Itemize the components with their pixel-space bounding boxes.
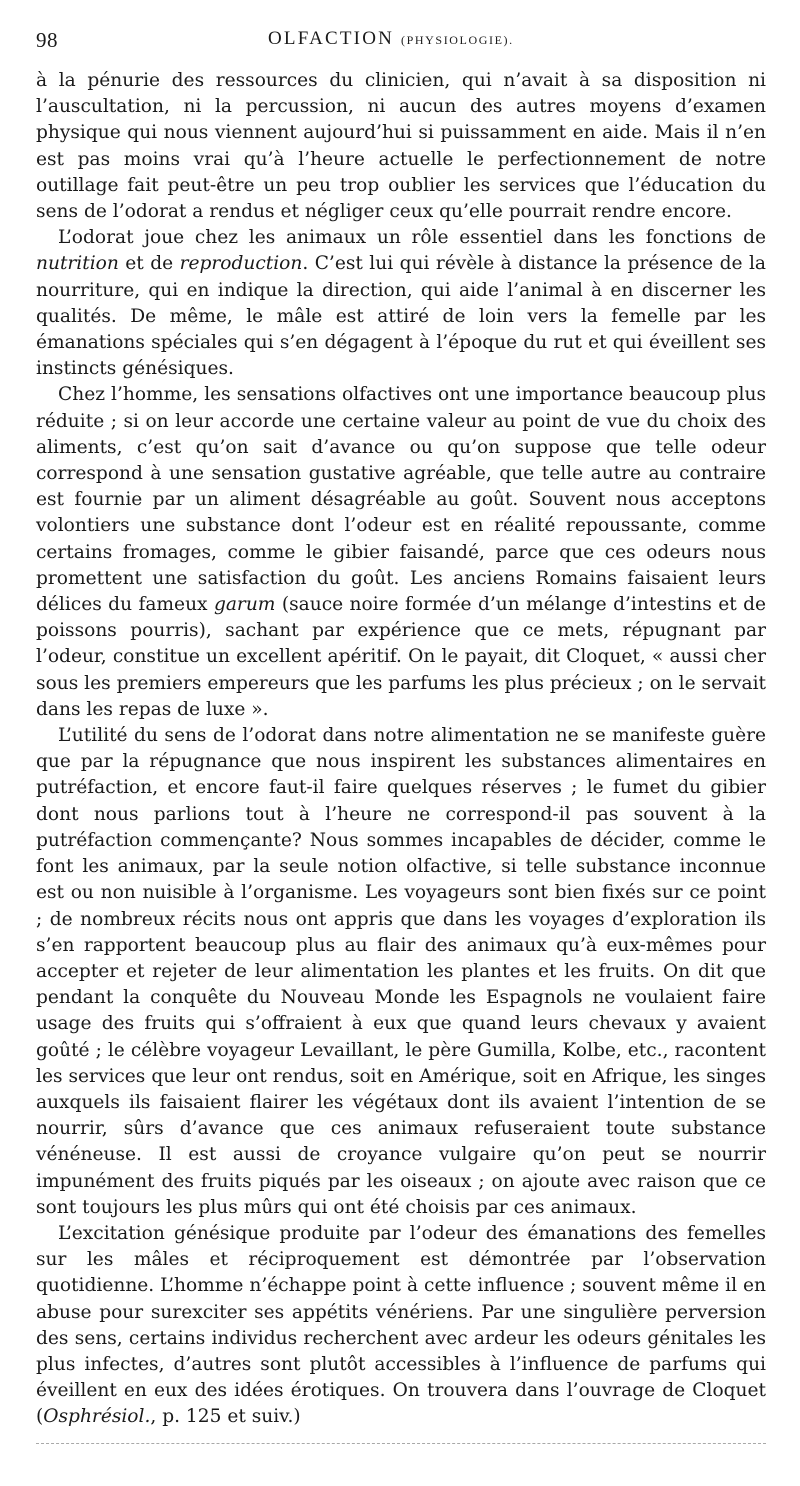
running-head bbox=[36, 28, 766, 58]
paragraph-chez-homme bbox=[36, 382, 766, 723]
paragraph-text: et de bbox=[118, 253, 180, 275]
paragraph-text: . C’est lui qui révèle à distance la présence de la nourriture, qui en indique la direction, qui aide l’animal à en discerner les qualités. De même, le mâle est attiré de loin vers la femelle par les émanations spéciales qui s’en dégagent à l’époque du rut et qui éveillent ses instincts génésiques. bbox=[36, 253, 766, 380]
running-title-main: OLFACTION bbox=[268, 28, 395, 49]
paragraph-continuation: à la pénurie des ressources du clinicien, qui n’avait à sa disposition ni l’auscultation, ni la percussion, ni aucun des autres moyens d’examen physique qui nous viennent aujourd’hui si puissamment en aide. Mais il n’en est pas moins vrai qu’à l’heure actuelle le perfectionnement de notre outillage fait peut-être un peu trop oublier les services que l’éducation du sens de l’odorat a rendus et négliger ceux qu’elle pourrait rendre encore. bbox=[36, 70, 766, 223]
footer-dotted-rule bbox=[36, 1443, 766, 1444]
paragraph-text: , p. 125 et suiv.) bbox=[150, 1406, 301, 1428]
paragraph-text: L’excitation génésique produite par l’odeur des émanations des femelles sur les mâles et réciproquement est démontrée par l’observation quotidienne. L’homme n’échappe point à cette influence ; souvent même il en abuse pour surexciter ses appétits vénériens. Par une singulière perversion des sens, certains individus recherchent avec ardeur les odeurs génitales les plus infectes, d’autres sont plutôt accessibles à l’influence de parfums qui éveillent en eux des idées érotiques. On trouvera dans l’ouvrage de Cloquet ( bbox=[36, 1222, 766, 1428]
italic-term-garum: garum bbox=[213, 594, 276, 616]
italic-term-reproduction: reproduction bbox=[179, 253, 303, 275]
running-title-subtitle: (PHYSIOLOGIE). bbox=[401, 33, 514, 47]
italic-term-nutrition: nutrition bbox=[36, 253, 119, 275]
body-text bbox=[36, 68, 766, 1431]
paragraph-excitation-genesique bbox=[36, 1221, 766, 1431]
paragraph-odorat-animaux bbox=[36, 225, 766, 382]
page-number: 98 bbox=[36, 28, 58, 52]
paragraph-text: Chez l’homme, les sensations olfactives ont une importance beaucoup plus réduite ; si on leur accorde une certaine valeur au point de vue du choix des aliments, c’est qu’on sait d’avance ou qu’on suppose que telle odeur correspond à une sensation gustative agréable, que telle autre au contraire est fournie par un aliment désagréable au goût. Souvent nous acceptons volontiers une substance dont l’odeur est en réalité repoussante, comme certains fromages, comme le gibier faisandé, parce que ces odeurs nous promettent une satisfaction du goût. Les anciens Romains faisaient leurs délices du fameux bbox=[36, 384, 766, 616]
paragraph-utilite-odorat: L’utilité du sens de l’odorat dans notre alimentation ne se manifeste guère que par la répugnance que nous inspirent les substances alimentaires en putréfaction, et encore faut-il faire quelques réserves ; le fumet du gibier dont nous parlions tout à l’heure ne correspond-il pas souvent à la putréfaction commençante? Nous sommes incapables de décider, comme le font les animaux, par la seule notion olfactive, si telle substance inconnue est ou non nuisible à l’organisme. Les voyageurs sont bien fixés sur ce point ; de nombreux récits nous ont appris que dans les voyages d’exploration ils s’en rapportent beaucoup plus au flair des animaux qu’à eux-mêmes pour accepter et rejeter de leur alimentation les plantes et les fruits. On dit que pendant la conquête du Nouveau Monde les Espagnols ne voulaient faire usage des fruits qui s’offraient à eux que quand leurs chevaux y avaient goûté ; le célèbre voyageur Levaillant, le père Gumilla, Kolbe, etc., racontent les services que leur ont rendus, soit en Amérique, soit en Afrique, les singes auxquels ils faisaient flairer les végétaux dont ils avaient l’intention de se nourrir, sûrs d’avance que ces animaux refuseraient toute substance vénéneuse. Il est aussi de croyance vulgaire qu’on peut se nourrir impunément des fruits piqués par les oiseaux ; on ajoute avec raison que ce sont toujours les plus mûrs qui ont été choisis par ces animaux. bbox=[36, 725, 766, 1218]
italic-citation-osphresiol: Osphrésiol. bbox=[43, 1406, 151, 1428]
paragraph-text: (sauce noire formée d’un mélange d’intestins et de poissons pourris), sachant par expérience que ce mets, répugnant par l’odeur, constitue un excellent apéritif. On le payait, dit Cloquet, « aussi cher sous les premiers empereurs que les parfums les plus précieux ; on le servait dans les repas de luxe ». bbox=[36, 594, 766, 720]
running-title bbox=[268, 28, 514, 50]
book-page bbox=[36, 28, 766, 1431]
paragraph-text: L’odorat joue chez les animaux un rôle essentiel dans les fonctions de bbox=[58, 227, 766, 249]
